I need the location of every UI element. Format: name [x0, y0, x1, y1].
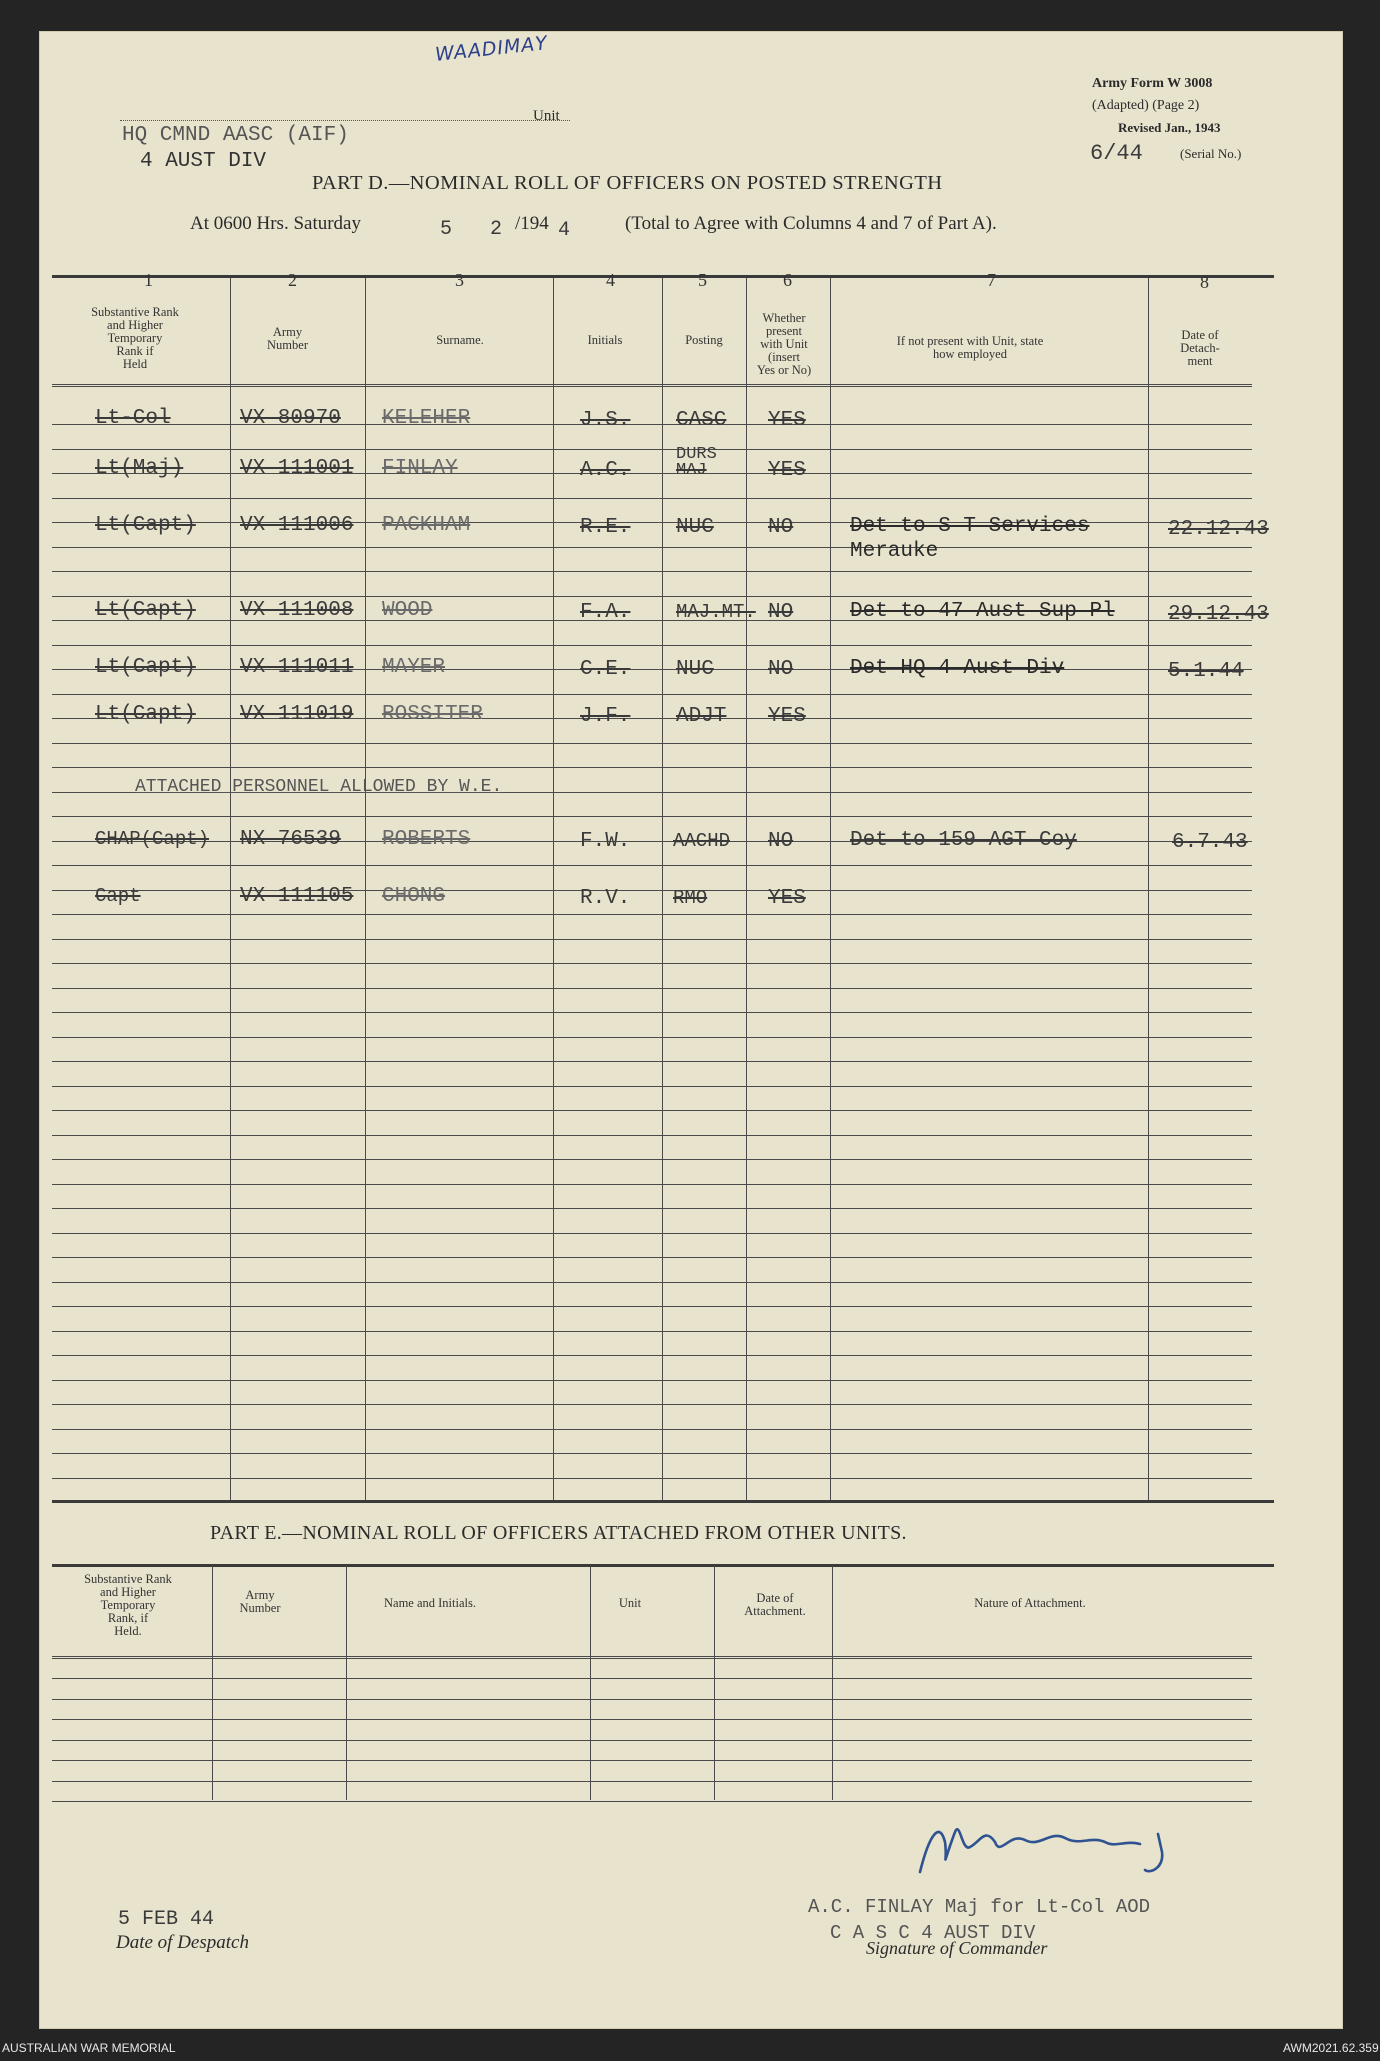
part-e-top-rule: [52, 1500, 1274, 1503]
row-rank: Lt(Capt): [95, 656, 196, 679]
part-e-row-rule: [52, 1781, 1252, 1782]
col-number-5: 5: [698, 270, 707, 290]
form-adapted: (Adapted) (Page 2): [1092, 98, 1200, 113]
row-detach-date: 29.12.43: [1168, 603, 1269, 626]
total-note: (Total to Agree with Columns 4 and 7 of Part A).: [625, 213, 997, 234]
part-d-row-rule: [52, 1208, 1252, 1209]
col-header-rank: Substantive Rank and Higher Temporary Rank if Held: [91, 305, 179, 371]
part-d-row-rule: [52, 743, 1252, 744]
part-d-row-rule: [52, 1331, 1252, 1332]
archive-caption-left: AUSTRALIAN WAR MEMORIAL: [2, 2041, 176, 2055]
attached-row-surname: CHONG: [382, 885, 446, 908]
row-posting: MAJ.MT.: [676, 601, 756, 623]
part-e-column-divider: [590, 1566, 591, 1800]
date-line-prefix: At 0600 Hrs. Saturday: [190, 213, 361, 234]
part-d-row-rule: [52, 1404, 1252, 1405]
part-d-row-rule: [52, 1233, 1252, 1234]
attached-row-rank: CHAP(Capt): [95, 828, 210, 850]
row-rank: Lt(Capt): [95, 599, 196, 622]
unit-stamp-line1: HQ CMND AASC (AIF): [122, 124, 349, 147]
part-d-row-rule: [52, 939, 1252, 940]
row-present: YES: [768, 459, 806, 482]
row-employed: Det to 47 Aust Sup Pl: [850, 600, 1115, 623]
col-number-6: 6: [783, 270, 792, 290]
part-d-row-rule: [52, 1306, 1252, 1307]
date-day: 5: [440, 218, 453, 241]
attached-row-army-number: VX 111105: [240, 885, 354, 908]
date-year-prefix: /194: [515, 213, 549, 234]
row-army-number: VX 80970: [240, 407, 341, 430]
part-d-row-rule: [52, 1061, 1252, 1062]
col-header-employed: If not present with Unit, state how employed: [896, 334, 1044, 361]
row-initials: A.C.: [580, 459, 631, 482]
part-d-row-rule: [52, 914, 1252, 915]
part-d-row-rule: [52, 1282, 1252, 1283]
row-detach-date: 22.12.43: [1168, 518, 1269, 541]
part-d-header-rule: [52, 384, 1252, 385]
date-month: 2: [490, 218, 503, 241]
part-d-row-rule: [52, 1380, 1252, 1381]
form-sheet: [40, 32, 1342, 2028]
row-posting: NUC: [676, 516, 714, 539]
part-e-header-attach-date: Date of Attachment.: [744, 1591, 806, 1618]
col-header-posting: Posting: [685, 333, 723, 347]
part-e-header-army-number: Army Number: [239, 1588, 281, 1615]
row-surname: FINLAY: [382, 457, 458, 480]
part-e-row-rule: [52, 1719, 1252, 1720]
attached-row-rank: Capt: [95, 885, 141, 907]
part-d-row-rule: [52, 498, 1252, 499]
part-d-row-rule: [52, 1012, 1252, 1013]
attached-row-present: YES: [768, 887, 806, 910]
part-e-row-rule: [52, 1678, 1252, 1679]
part-d-row-rule: [52, 767, 1252, 768]
unit-label: Unit: [533, 108, 560, 124]
date-year-digit: 4: [558, 219, 571, 242]
row-rank: Lt(Capt): [95, 703, 196, 726]
part-d-row-rule: [52, 988, 1252, 989]
row-army-number: VX 111008: [240, 599, 354, 622]
attached-row-posting: AACHD: [673, 830, 731, 852]
part-d-row-rule: [52, 1086, 1252, 1087]
part-e-header-rule: [52, 1564, 1274, 1567]
row-surname: PACKHAM: [382, 514, 471, 537]
despatch-label: Date of Despatch: [116, 1932, 249, 1953]
row-employed-cont: Merauke: [850, 540, 939, 563]
unit-stamp-line2: 4 AUST DIV: [140, 150, 267, 173]
attached-row-posting: RMO: [673, 887, 708, 909]
part-e-row-rule: [52, 1699, 1252, 1700]
despatch-date: 5 FEB 44: [118, 1908, 215, 1931]
row-posting: DURS: [676, 445, 717, 464]
serial-label: (Serial No.): [1180, 146, 1242, 161]
part-d-title: PART D.—NOMINAL ROLL OF OFFICERS ON POSTED STRENGTH: [312, 172, 943, 194]
col-header-present: Whether present with Unit (insert Yes or No): [756, 311, 812, 377]
part-d-row-rule: [52, 1453, 1252, 1454]
part-d-row-rule: [52, 449, 1252, 450]
part-e-title: PART E.—NOMINAL ROLL OF OFFICERS ATTACHED FROM OTHER UNITS.: [210, 1522, 907, 1544]
part-e-header-rank: Substantive Rank and Higher Temporary Rank, if Held.: [84, 1572, 172, 1638]
row-surname: WOOD: [382, 599, 433, 622]
part-d-row-rule: [52, 1478, 1252, 1479]
signer-name: A.C. FINLAY Maj for Lt-Col AOD: [808, 1896, 1151, 1918]
row-initials: J.F.: [580, 705, 631, 728]
row-posting: ADJT: [676, 705, 727, 728]
part-d-row-rule: [52, 473, 1252, 474]
col-header-army-number: Army Number: [267, 325, 308, 352]
col-number-1: 1: [144, 270, 153, 290]
row-army-number: VX 111006: [240, 514, 354, 537]
attached-row-present: NO: [768, 830, 794, 853]
col-number-2: 2: [288, 270, 297, 290]
part-d-row-rule: [52, 718, 1252, 719]
archive-caption-right: AWM2021.62.359: [1283, 2041, 1379, 2055]
part-d-row-rule: [52, 1159, 1252, 1160]
commander-signature: [900, 1812, 1230, 1882]
attached-row-employed: Det to 159 AGT Coy: [850, 829, 1077, 852]
row-surname: KELEHER: [382, 407, 471, 430]
part-d-top-rule: [52, 275, 1274, 278]
attached-row-initials: F.W.: [580, 830, 631, 853]
part-d-row-rule: [52, 596, 1252, 597]
part-d-row-rule: [52, 1135, 1252, 1136]
row-posting: NUC: [676, 658, 714, 681]
part-d-row-rule: [52, 816, 1252, 817]
part-e-header-name: Name and Initials.: [384, 1596, 476, 1610]
col-number-3: 3: [455, 270, 464, 290]
row-rank: Lt(Capt): [95, 514, 196, 537]
attached-row-surname: ROBERTS: [382, 828, 471, 851]
row-present: NO: [768, 516, 794, 539]
attached-row-initials: R.V.: [580, 887, 631, 910]
row-army-number: VX 111001: [240, 457, 354, 480]
form-revised: Revised Jan., 1943: [1118, 120, 1221, 135]
signature-label: Signature of Commander: [866, 1938, 1048, 1958]
row-rank: Lt(Maj): [95, 457, 184, 480]
row-initials: R.E.: [580, 516, 631, 539]
row-employed: Det to S T Services: [850, 515, 1090, 538]
row-posting: CASC: [676, 409, 727, 432]
part-e-header-rule: [52, 1658, 1252, 1659]
part-e-header-unit: Unit: [618, 1596, 642, 1610]
part-e-row-rule: [52, 1801, 1252, 1802]
part-d-row-rule: [52, 963, 1252, 964]
part-d-row-rule: [52, 669, 1252, 670]
part-e-header-rule: [52, 1656, 1252, 1657]
part-d-row-rule: [52, 645, 1252, 646]
row-army-number: VX 111019: [240, 703, 354, 726]
part-d-row-rule: [52, 1037, 1252, 1038]
part-d-row-rule: [52, 424, 1252, 425]
signer-unit: C A S C 4 AUST DIV: [830, 1922, 1036, 1944]
handwritten-annotation: WAADIMAY: [434, 32, 549, 66]
col-number-8: 8: [1200, 272, 1209, 292]
row-initials: J.S.: [580, 409, 631, 432]
row-initials: C.E.: [580, 658, 631, 681]
row-detach-date: 5.1.44: [1168, 660, 1244, 683]
row-surname: MAYER: [382, 656, 446, 679]
part-d-row-rule: [52, 694, 1252, 695]
col-header-initials: Initials: [587, 333, 623, 347]
col-header-surname: Surname.: [436, 333, 484, 347]
row-surname: ROSSITER: [382, 703, 483, 726]
row-army-number: VX 111011: [240, 656, 354, 679]
serial-number: 6/44: [1090, 141, 1143, 166]
row-initials: F.A.: [580, 601, 631, 624]
part-e-header-nature: Nature of Attachment.: [974, 1596, 1086, 1610]
part-d-row-rule: [52, 571, 1252, 572]
part-d-row-rule: [52, 890, 1252, 891]
row-rank: Lt-Col: [95, 407, 171, 430]
row-present: NO: [768, 658, 794, 681]
part-d-row-rule: [52, 865, 1252, 866]
part-d-row-rule: [52, 1429, 1252, 1430]
attached-row-army-number: NX 76539: [240, 828, 341, 851]
row-employed: Det HQ 4 Aust Div: [850, 657, 1065, 680]
part-d-row-rule: [52, 1355, 1252, 1356]
part-e-row-rule: [52, 1740, 1252, 1741]
attached-row-detach-date: 6.7.43: [1172, 831, 1248, 854]
attached-personnel-heading: ATTACHED PERSONNEL ALLOWED BY W.E.: [135, 777, 503, 797]
part-e-column-divider: [714, 1566, 715, 1800]
row-present: NO: [768, 601, 794, 624]
unit-underline: [120, 120, 570, 121]
part-e-row-rule: [52, 1760, 1252, 1761]
col-number-4: 4: [606, 270, 615, 290]
row-present: YES: [768, 409, 806, 432]
part-d-row-rule: [52, 547, 1252, 548]
part-d-row-rule: [52, 1110, 1252, 1111]
part-d-row-rule: [52, 1257, 1252, 1258]
form-number: Army Form W 3008: [1092, 76, 1213, 91]
row-present: YES: [768, 705, 806, 728]
part-e-column-divider: [832, 1566, 833, 1800]
part-d-row-rule: [52, 1184, 1252, 1185]
row-posting: MAJ: [676, 461, 707, 480]
col-header-detach-date: Date of Detach- ment: [1180, 328, 1220, 368]
part-d-header-rule: [52, 386, 1252, 387]
col-number-7: 7: [987, 270, 996, 290]
